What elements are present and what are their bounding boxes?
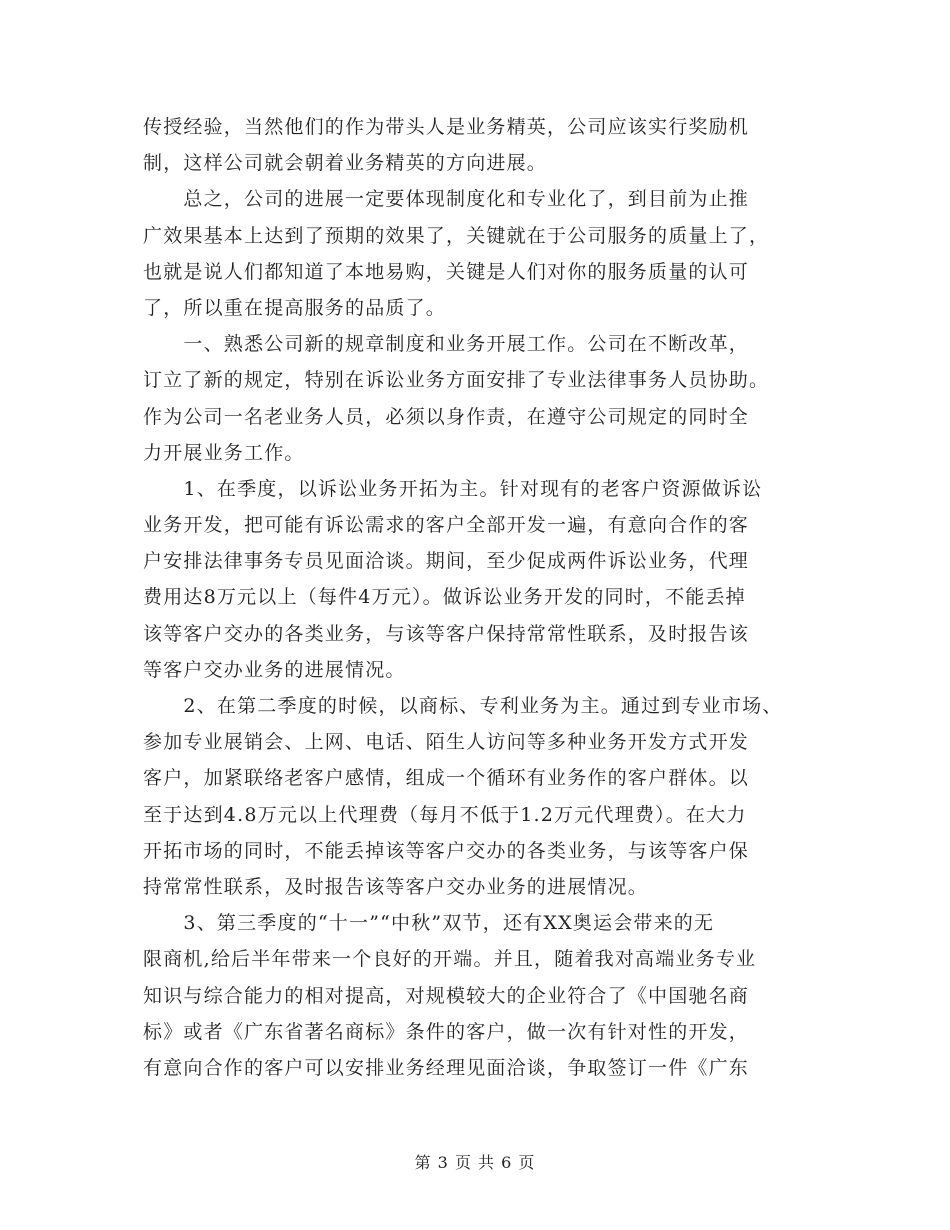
text-line: 客户，加紧联络老客户感情，组成一个循环有业务作的客户群体。以	[143, 767, 750, 790]
text-line: 作为公司一名老业务人员，必须以身作责，在遵守公司规定的同时全	[143, 405, 750, 428]
text-line: 持常常性联系，及时报告该等客户交办业务的进展情况。	[143, 875, 649, 898]
text-line: 该等客户交办的各类业务，与该等客户保持常常性联系，及时报告该	[143, 622, 750, 645]
text-line: 力开展业务工作。	[143, 441, 305, 464]
text-line: 有意向合作的客户可以安排业务经理见面洽谈，争取签订一件《广东	[143, 1056, 750, 1079]
text-line: 标》或者《广东省著名商标》条件的客户，做一次有针对性的开发，	[143, 1020, 750, 1043]
text-line: 一、熟悉公司新的规章制度和业务开展工作。公司在不断改革，	[143, 333, 750, 356]
text-line: 等客户交办业务的进展情况。	[143, 658, 406, 681]
text-line: 户安排法律事务专员见面洽谈。期间，至少促成两件诉讼业务，代理	[143, 550, 750, 573]
text-line: 限商机,给后半年带来一个良好的开端。并且，随着我对高端业务专业	[143, 948, 757, 971]
text-line: 开拓市场的同时，不能丢掉该等客户交办的各类业务，与该等客户保	[143, 839, 750, 862]
text-line: 了，所以重在提高服务的品质了。	[143, 296, 447, 319]
text-line: 广效果基本上达到了预期的效果了，关键就在于公司服务的质量上了，	[143, 224, 770, 247]
text-line: 3、第三季度的“十一”“中秋”双节，还有XX奥运会带来的无	[143, 912, 715, 935]
text-line: 参加专业展销会、上网、电话、陌生人访问等多种业务开发方式开发	[143, 731, 750, 754]
text-line: 费用达8万元以上（每件4万元）。做诉讼业务开发的同时，不能丢掉	[143, 586, 746, 609]
page-number-footer: 第 3 页 共 6 页	[414, 1153, 536, 1172]
text-line: 知识与综合能力的相对提高，对规模较大的企业符合了《中国驰名商	[143, 984, 750, 1007]
text-line: 总之，公司的进展一定要体现制度化和专业化了，到目前为止推	[143, 188, 750, 211]
text-line: 订立了新的规定，特别在诉讼业务方面安排了专业法律事务人员协助。	[143, 369, 770, 392]
document-body	[143, 109, 803, 1086]
text-line: 至于达到4.8万元以上代理费（每月不低于1.2万元代理费）。在大力	[143, 803, 747, 826]
text-line: 也就是说人们都知道了本地易购，关键是人们对你的服务质量的认可	[143, 260, 750, 283]
text-line: 制，这样公司就会朝着业务精英的方向进展。	[143, 152, 548, 175]
text-line: 1、在季度，以诉讼业务开拓为主。针对现有的老客户资源做诉讼	[143, 477, 763, 500]
text-line: 业务开发，把可能有诉讼需求的客户全部开发一遍，有意向合作的客	[143, 514, 750, 537]
text-line: 2、在第二季度的时候，以商标、专利业务为主。通过到专业市场、	[143, 695, 783, 717]
text-line: 传授经验，当然他们的作为带头人是业务精英，公司应该实行奖励机	[143, 116, 750, 138]
